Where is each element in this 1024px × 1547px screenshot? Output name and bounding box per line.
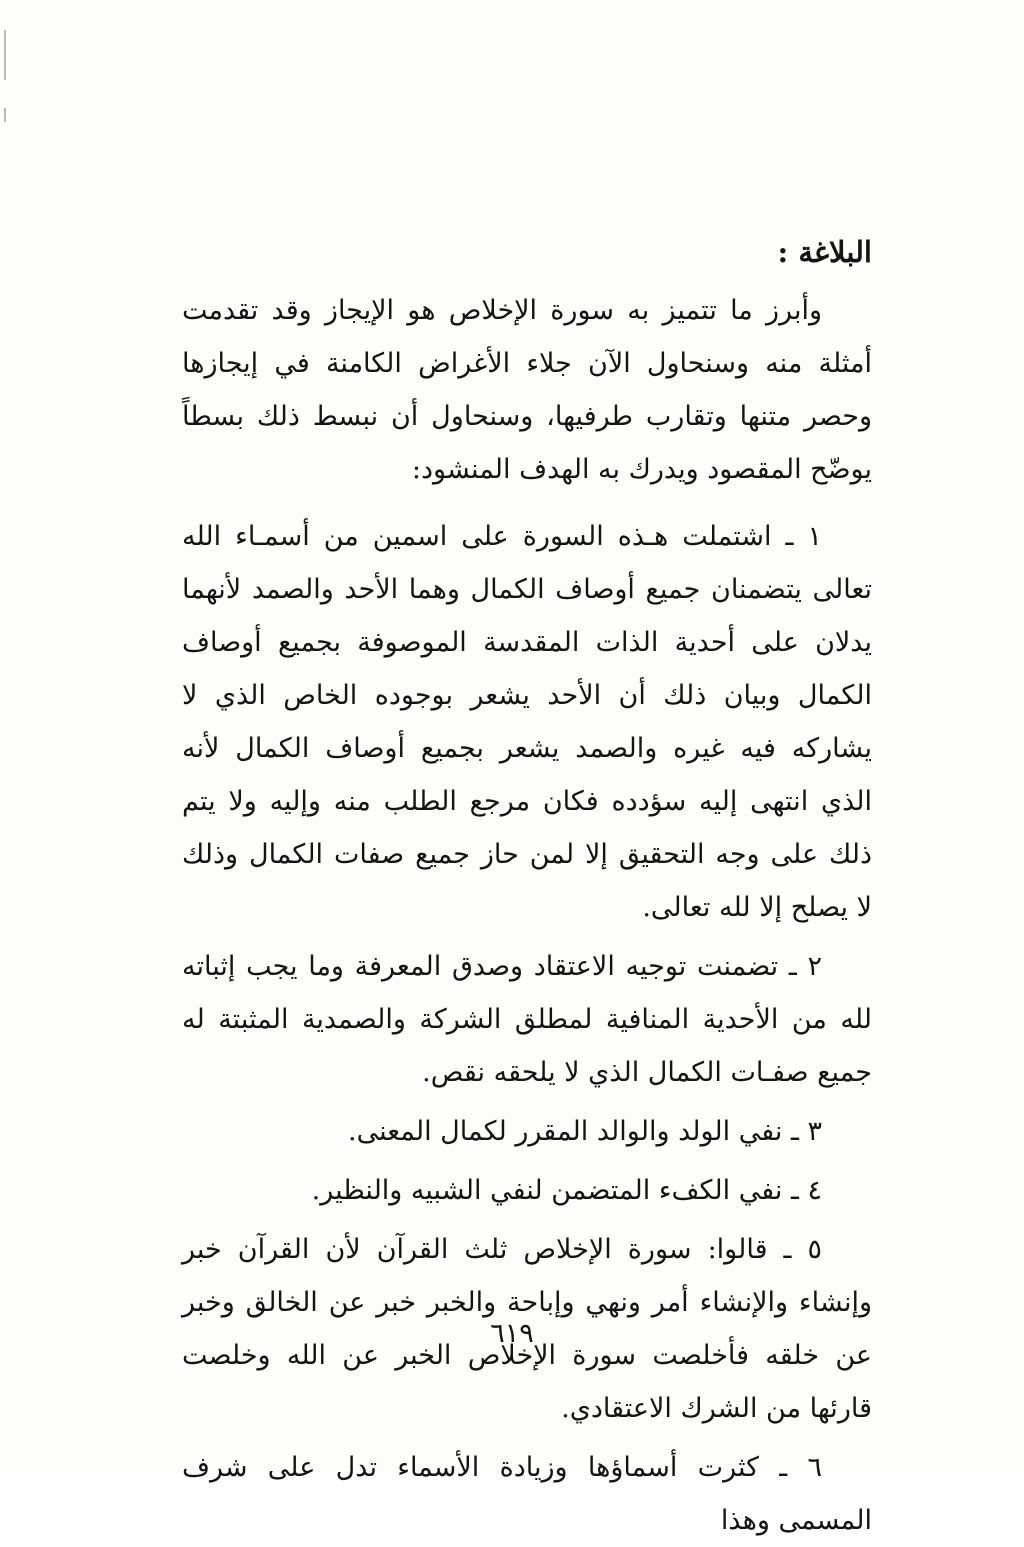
section-heading: البلاغة : (777, 235, 872, 269)
scan-edge-mark (4, 108, 6, 122)
scan-edge-mark (4, 30, 6, 80)
page-number: ٦١٩ (490, 1318, 534, 1349)
list-item-6: ٦ ـ كثرت أسماؤها وزيادة الأسماء تدل على شرف المسمى وهذا (182, 1452, 872, 1536)
list-item-3: ٣ ـ نفي الولد والوالد المقرر لكمال المعنى. (348, 1116, 822, 1147)
list-item-4: ٤ ـ نفي الكفء المتضمن لنفي الشبيه والنظير. (311, 1175, 822, 1206)
list-item-5: ٥ ـ قالوا: سورة الإخلاص ثلث القرآن لأن القرآن خبر وإنشاء والإنشاء أمر ونهي وإباحة والخبر خبر عن الخالق وخبر عن خلقه فأخلصت سورة الإخلاص الخبر عن الله وخلصت قارئها من الشرك الاعتقادي. (182, 1234, 872, 1424)
list-item-1: ١ ـ اشتملت هـذه السورة على اسمين من أسمـاء الله تعالى يتضمنان جميع أوصاف الكمال وهما الأحد والصمد لأنهما يدلان على أحدية الذات المقدسة الموصوفة بجميع أوصاف الكمال وبيان ذلك أن الأحد يشعر بوجوده الخاص الذي لا يشاركه فيه غيره والصمد يشعر بجميع أوصاف الكمال لأنه الذي انتهى إليه سؤدده فكان مرجع الطلب منه وإليه ولا يتم ذلك على وجه التحقيق إلا لمن حاز جميع صفات الكمال وذلك لا يصلح إلا لله تعالى. (182, 521, 872, 923)
list-item-2: ٢ ـ تضمنت توجيه الاعتقاد وصدق المعرفة وما يجب إثباته لله من الأحدية المنافية لمطلق الشركة والصمدية المثبتة له جميع صفـات الكمال الذي لا يلحقه نقص. (182, 951, 872, 1088)
intro-paragraph: وأبرز ما تتميز به سورة الإخلاص هو الإيجاز وقد تقدمت أمثلة منه وسنحاول الآن جلاء الأغراض الكامنة في إيجازها وحصر متنها وتقارب طرفيها، وسنحاول أن نبسط ذلك بسطاً يوضّح المقصود ويدرك به الهدف المنشود: (182, 295, 872, 485)
